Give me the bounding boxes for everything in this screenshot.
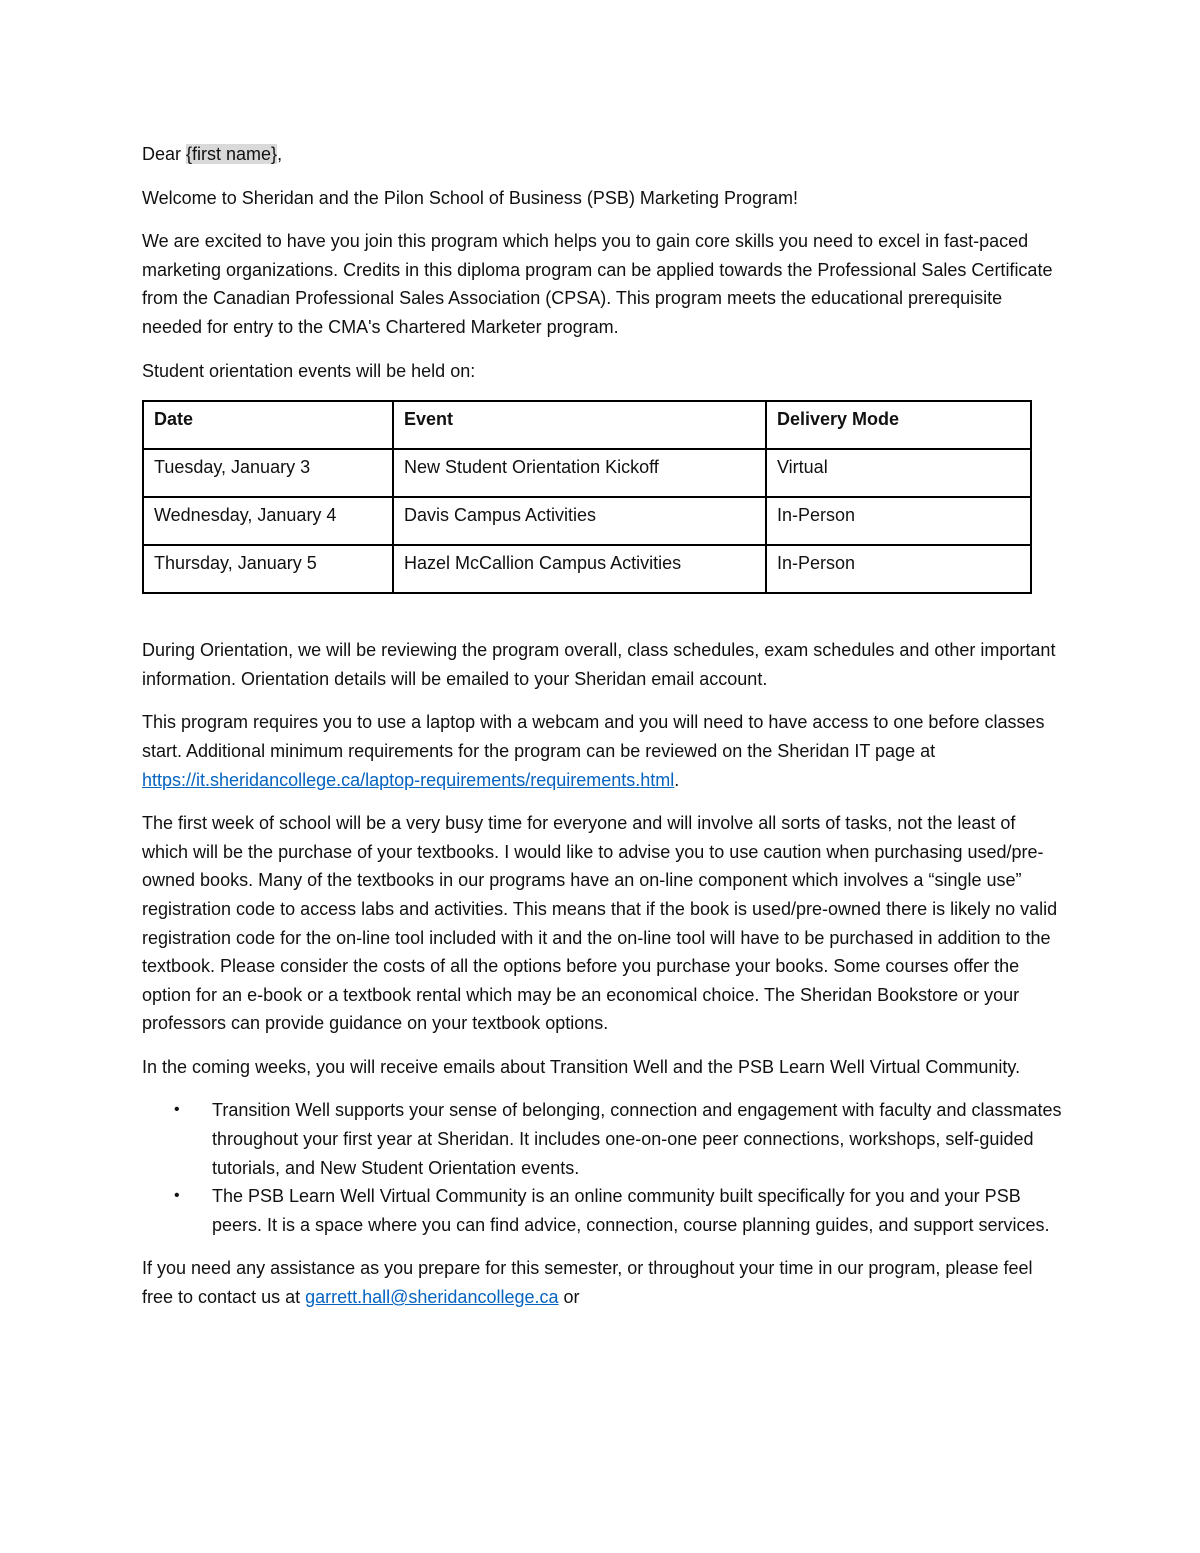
contact-end: or [558,1287,580,1308]
contact-paragraph [142,1254,1062,1311]
letter-body [142,140,1062,1327]
bullet-icon: • [174,1187,180,1205]
header-delivery-mode: Delivery Mode [766,401,1031,449]
laptop-paragraph [142,708,1062,794]
list-item-text: The PSB Learn Well Virtual Community is an online community built specifically for you and your PSB peers. It is a space where you can find advice, connection, course planning guides, and support services. [212,1186,1050,1235]
laptop-text: This program requires you to use a laptop with a webcam and you will need to have access to one before classes start. Additional minimum requirements for the program can be reviewed on the Sheridan IT page at [142,712,1045,761]
cell-event: Davis Campus Activities [393,497,766,545]
coming-weeks-paragraph: In the coming weeks, you will receive emails about Transition Well and the PSB Learn Well Virtual Community. [142,1056,1021,1077]
salutation-prefix: Dear [142,144,187,164]
textbooks-paragraph: The first week of school will be a very busy time for everyone and will involve all sorts of tasks, not the least of which will be the purchase of your textbooks. I would like to advise you to use caution when purchasing used/pre-owned books. Many of the textbooks in our programs have an on-line component which involves a “single use” registration code to access labs and activities. This means that if the book is used/pre-owned there is likely no valid registration code for the on-line tool included with it and the on-line tool will have to be purchased in addition to the textbook. Please consider the costs of all the options before you purchase your books. Some courses offer the option for an e-book or a textbook rental which may be an economical choice. The Sheridan Bookstore or your professors can provide guidance on your textbook options. [142,813,1058,1034]
programs-bullet-list [142,1096,1062,1239]
list-item-text: Transition Well supports your sense of belonging, connection and engagement with faculty and classmates throughout your first year at Sheridan. It includes one-on-one peer connections, workshops, self-guided tutorials, and New Student Orientation events. [212,1100,1062,1178]
intro-paragraph: We are excited to have you join this program which helps you to gain core skills you need to excel in fast-paced marketing organizations. Credits in this diploma program can be applied towards the Professional Sales Certificate from the Canadian Professional Sales Association (CPSA). This program meets the educational prerequisite needed for entry to the CMA's Chartered Marketer program. [142,231,1053,337]
cell-date: Tuesday, January 3 [143,449,393,497]
cell-delivery-mode: In-Person [766,545,1031,593]
header-date: Date [143,401,393,449]
welcome-paragraph: Welcome to Sheridan and the Pilon School of Business (PSB) Marketing Program! [142,187,798,208]
laptop-requirements-link[interactable]: https://it.sheridancollege.ca/laptop-requirements/requirements.html [142,769,675,790]
list-item [174,1182,1062,1239]
cell-delivery-mode: In-Person [766,497,1031,545]
cell-date: Wednesday, January 4 [143,497,393,545]
first-name-merge-field[interactable]: {first name} [186,144,278,164]
cell-event: New Student Orientation Kickoff [393,449,766,497]
salutation [142,140,1062,169]
bullet-icon: • [174,1101,180,1119]
contact-text: If you need any assistance as you prepare for this semester, or throughout your time in our program, please feel free to contact us at [142,1258,1033,1308]
table-row [143,497,1031,545]
table-header-row [143,401,1031,449]
laptop-end: . [674,769,680,790]
events-lead: Student orientation events will be held on: [142,360,476,381]
orientation-paragraph: During Orientation, we will be reviewing the program overall, class schedules, exam schedules and other important information. Orientation details will be emailed to your Sheridan email account. [142,640,1056,689]
salutation-suffix: , [277,144,283,164]
table-row [143,545,1031,593]
cell-delivery-mode: Virtual [766,449,1031,497]
cell-event: Hazel McCallion Campus Activities [393,545,766,593]
header-event: Event [393,401,766,449]
orientation-events-table [142,400,1032,594]
table-row [143,449,1031,497]
cell-date: Thursday, January 5 [143,545,393,593]
contact-email-link[interactable]: garrett.hall@sheridancollege.ca [305,1287,559,1308]
list-item [174,1096,1062,1182]
